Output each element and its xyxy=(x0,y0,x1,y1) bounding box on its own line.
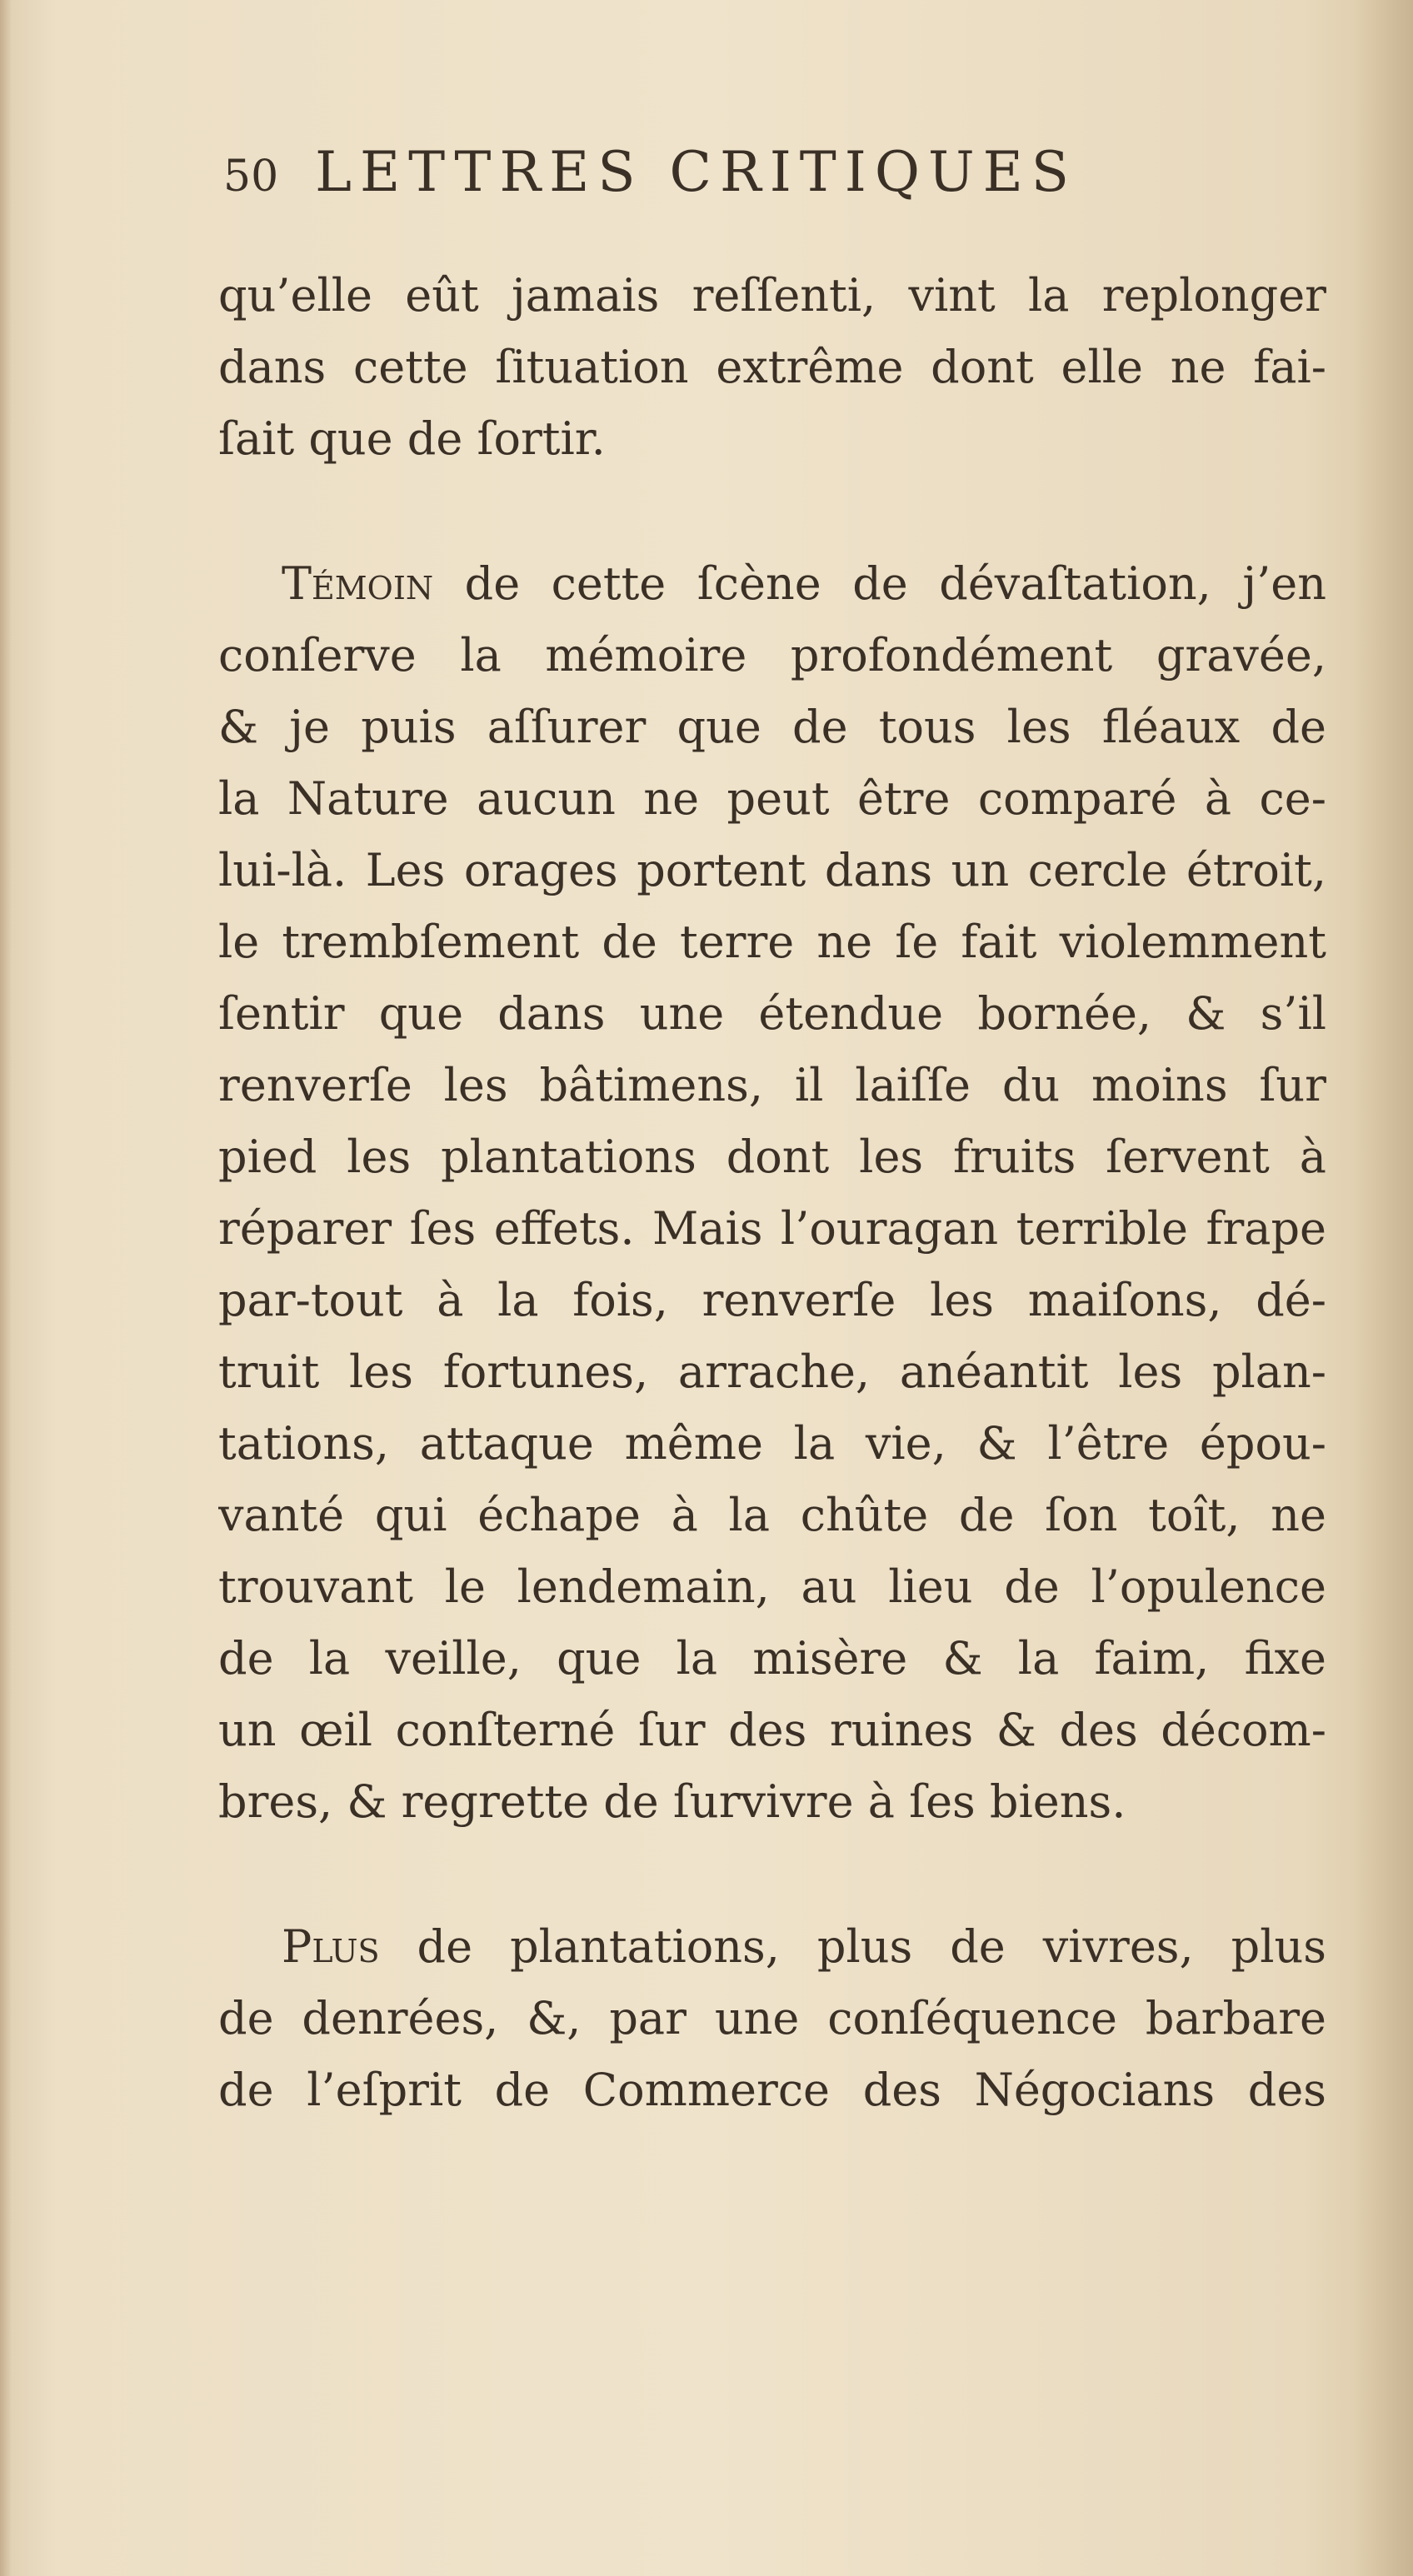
text-line: de denrées, &, par une conſéquence barbare xyxy=(218,1992,1326,2044)
paragraph-gap xyxy=(218,475,1326,548)
paragraph-lead-word: Plus xyxy=(282,1920,380,1973)
text-line: conſerve la mémoire profondément gravée, xyxy=(218,629,1326,681)
running-head: LETTRES CRITIQUES xyxy=(315,140,1077,204)
gutter-shadow xyxy=(1355,0,1413,2576)
page-number: 50 xyxy=(223,152,279,202)
body-text xyxy=(218,260,1326,2126)
text-line: qu’elle eût jamais reſſenti, vint la replonger xyxy=(218,269,1326,322)
text-line: trouvant le lendemain, au lieu de l’opulence xyxy=(218,1560,1326,1613)
text-line-lead xyxy=(218,548,1326,620)
text-line: dans cette ſituation extrême dont elle ne fai- xyxy=(218,341,1326,393)
paragraph-gap xyxy=(218,1838,1326,1911)
text-line: réparer ſes effets. Mais l’ouragan terrible frape xyxy=(218,1202,1326,1255)
page-edge-shadow xyxy=(0,0,12,2576)
text-line: pied les plantations dont les fruits ſervent à xyxy=(218,1131,1326,1183)
text-line: un œil conſterné ſur des ruines & des décom- xyxy=(218,1704,1326,1756)
text-line: & je puis aſſurer que de tous les fléaux de xyxy=(218,701,1326,753)
text-line: la Nature aucun ne peut être comparé à ce- xyxy=(218,772,1326,825)
text-line-lead xyxy=(218,1911,1326,1983)
text-line: de la veille, que la misère & la faim, fixe xyxy=(218,1632,1326,1685)
text-line: le trembſement de terre ne ſe fait violemment xyxy=(218,916,1326,968)
text-line: de l’eſprit de Commerce des Négocians des xyxy=(218,2064,1326,2116)
text-line-rest: de plantations, plus de vivres, plus xyxy=(379,1920,1326,1973)
text-line: ſait que de ſortir. xyxy=(218,412,606,465)
text-line-rest: de cette ſcène de dévaſtation, j’en xyxy=(433,557,1326,610)
text-line: bres, & regrette de ſurvivre à ſes biens. xyxy=(218,1775,1126,1828)
text-line: vanté qui échape à la chûte de ſon toît, ne xyxy=(218,1489,1326,1541)
page-header xyxy=(223,140,1331,223)
paragraph-lead-word: Témoin xyxy=(282,557,434,610)
text-line: lui-là. Les orages portent dans un cercle étroit, xyxy=(218,844,1326,896)
text-line: par-tout à la fois, renverſe les maiſons, dé- xyxy=(218,1274,1326,1326)
text-line: tations, attaque même la vie, & l’être épou- xyxy=(218,1417,1326,1470)
text-line: renverſe les bâtimens, il laiſſe du moins ſur xyxy=(218,1059,1326,1111)
text-line: ſentir que dans une étendue bornée, & s’il xyxy=(218,987,1326,1040)
text-line: truit les fortunes, arrache, anéantit les plan- xyxy=(218,1345,1326,1398)
